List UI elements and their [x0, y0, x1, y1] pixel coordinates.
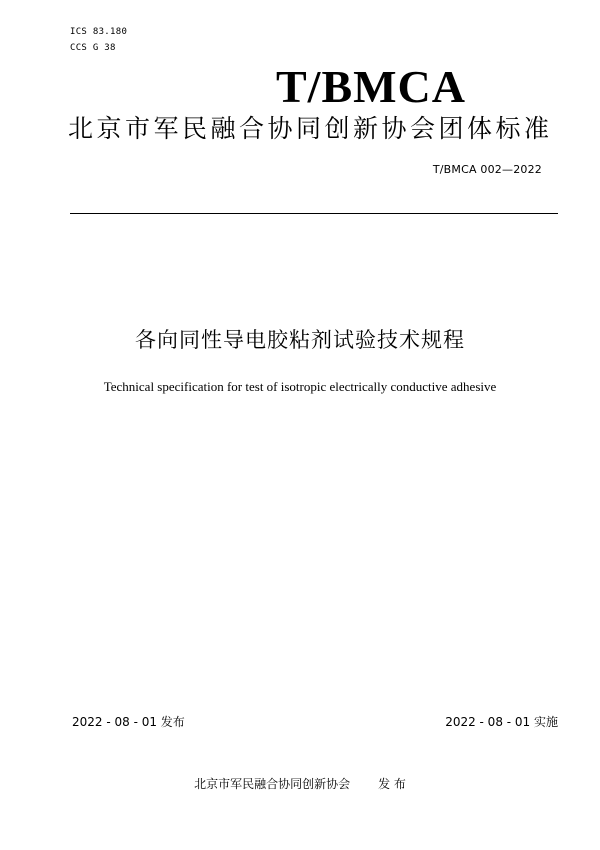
- ccs-code: CCS G 38: [70, 43, 116, 53]
- header-divider: [70, 213, 558, 214]
- issue-date: 2022 - 08 - 01 发布: [72, 715, 185, 729]
- standard-number: T/BMCA 002—2022: [432, 163, 542, 176]
- publisher-name: 北京市军民融合协同创新协会: [194, 777, 351, 791]
- document-title-chinese: 各向同性导电胶粘剂试验技术规程: [135, 328, 465, 352]
- standard-logo: T/BMCA: [276, 61, 466, 112]
- implementation-date: 2022 - 08 - 01 实施: [445, 715, 558, 729]
- document-title-english: Technical specification for test of isotropic electrically conductive adhesive: [103, 379, 497, 394]
- organization-standard-title: 北京市军民融合协同创新协会团体标准: [68, 114, 553, 143]
- ics-code: ICS 83.180: [70, 27, 128, 37]
- publisher-action: 发 布: [378, 777, 406, 791]
- publisher-line: [0, 778, 600, 790]
